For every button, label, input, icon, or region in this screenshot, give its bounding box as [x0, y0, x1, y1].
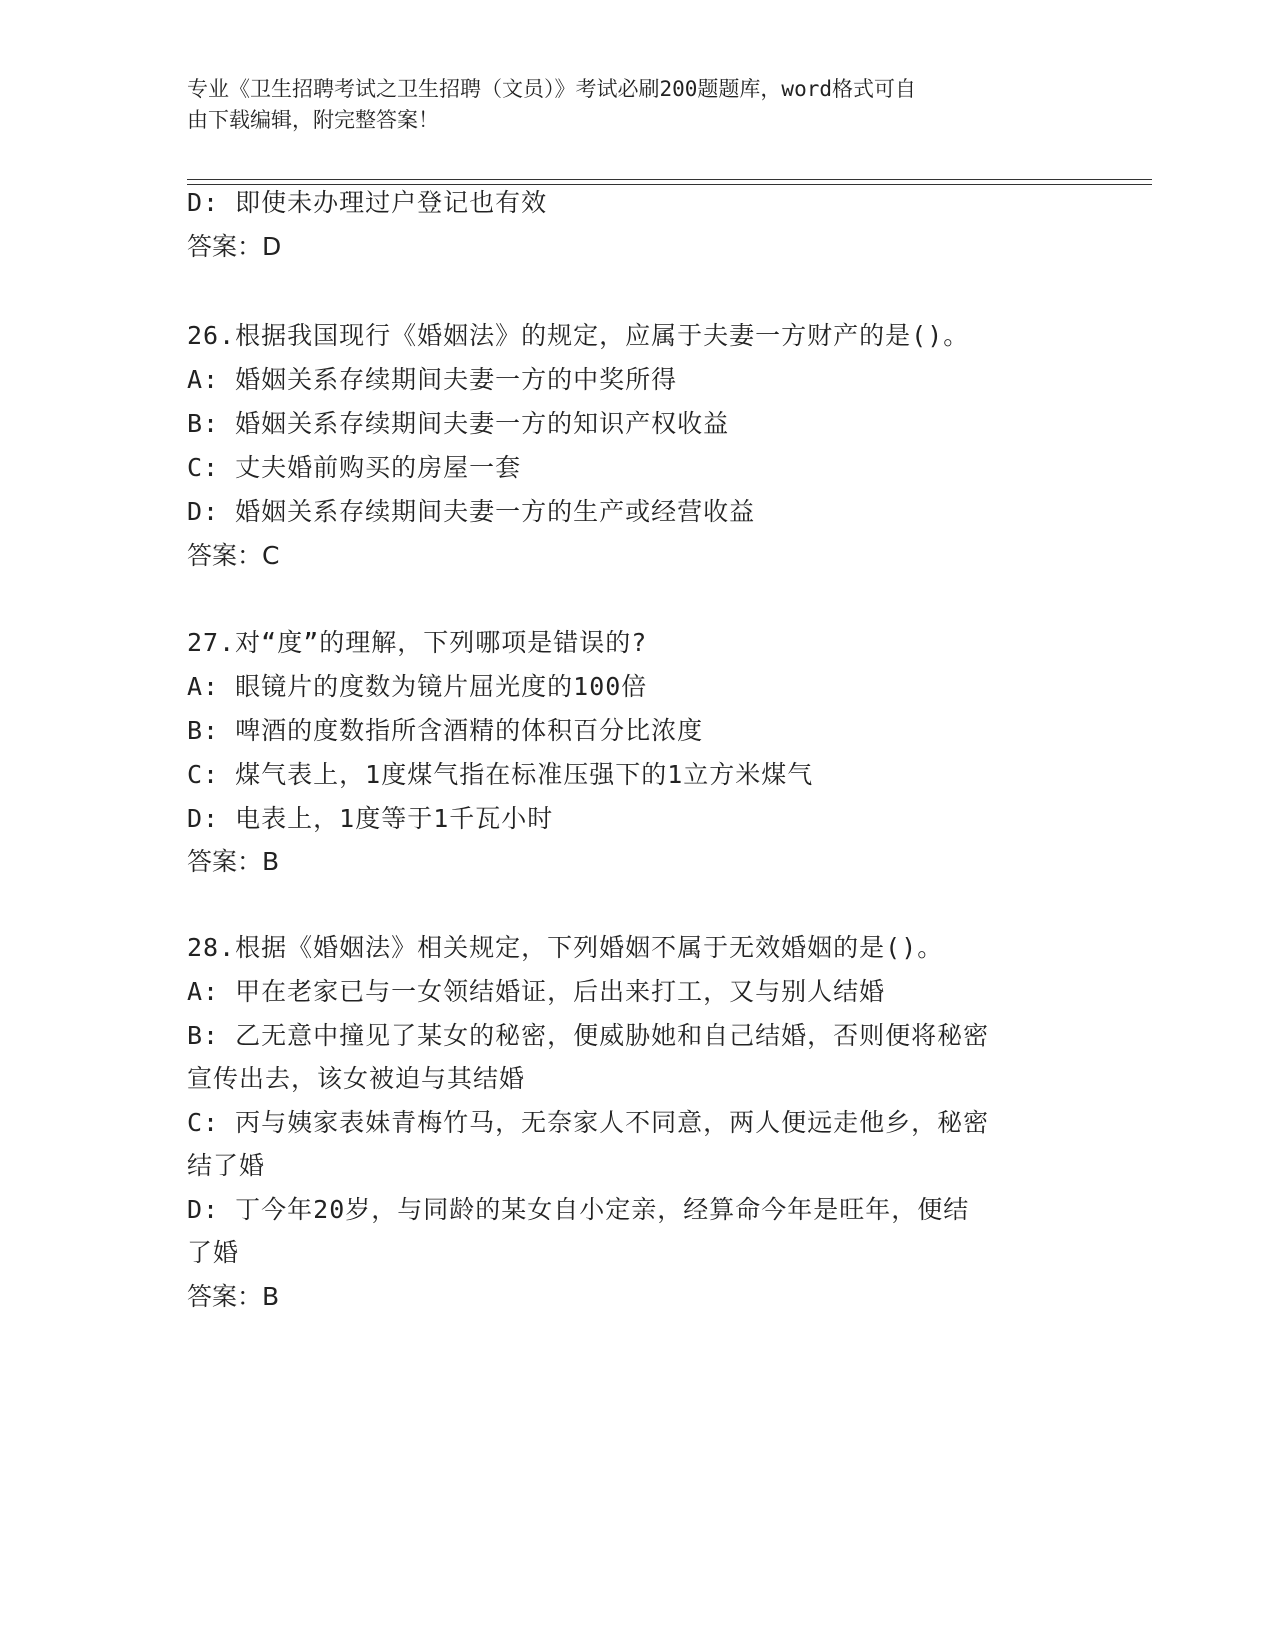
question-27-option-a: A: 眼镜片的度数为镜片屈光度的100倍	[187, 672, 648, 701]
question-27-option-b: B: 啤酒的度数指所含酒精的体积百分比浓度	[187, 716, 704, 745]
question-27-answer: 答案：B	[187, 847, 280, 876]
question-26-option-a: A: 婚姻关系存续期间夫妻一方的中奖所得	[187, 365, 678, 394]
question-26-option-b: B: 婚姻关系存续期间夫妻一方的知识产权收益	[187, 409, 730, 438]
header-divider-top	[187, 179, 1152, 180]
document-header	[187, 74, 1067, 136]
question-27-option-d: D: 电表上，1度等于1千瓦小时	[187, 804, 554, 833]
question-28-option-c-cont: 结了婚	[187, 1151, 266, 1180]
question-26-option-c: C: 丈夫婚前购买的房屋一套	[187, 453, 522, 482]
question-26-stem: 26.根据我国现行《婚姻法》的规定，应属于夫妻一方财产的是()。	[187, 321, 970, 350]
prev-option-d: D: 即使未办理过户登记也有效	[187, 188, 548, 217]
question-28-option-b-cont: 宣传出去，该女被迫与其结婚	[187, 1064, 526, 1093]
question-28-option-d: D: 丁今年20岁，与同龄的某女自小定亲，经算命今年是旺年，便结	[187, 1195, 970, 1224]
question-27-option-c: C: 煤气表上，1度煤气指在标准压强下的1立方米煤气	[187, 760, 814, 789]
question-28-answer: 答案：B	[187, 1282, 280, 1311]
question-27-stem: 27.对“度”的理解，下列哪项是错误的?	[187, 628, 648, 657]
question-26-answer: 答案：C	[187, 541, 280, 570]
header-divider-bottom	[187, 184, 1152, 185]
question-26-option-d: D: 婚姻关系存续期间夫妻一方的生产或经营收益	[187, 497, 756, 526]
prev-answer: 答案：D	[187, 232, 282, 261]
header-line-1: 专业《卫生招聘考试之卫生招聘（文员）》考试必刷200题题库，word格式可自	[187, 77, 916, 101]
question-28-option-a: A: 甲在老家已与一女领结婚证，后出来打工，又与别人结婚	[187, 977, 886, 1006]
question-28-option-d-cont: 了婚	[187, 1238, 240, 1267]
header-line-2: 由下载编辑，附完整答案！	[187, 108, 439, 132]
question-28-option-c: C: 丙与姨家表妹青梅竹马，无奈家人不同意，两人便远走他乡，秘密	[187, 1108, 990, 1137]
question-28-stem: 28.根据《婚姻法》相关规定，下列婚姻不属于无效婚姻的是()。	[187, 933, 944, 962]
question-28-option-b: B: 乙无意中撞见了某女的秘密，便威胁她和自己结婚，否则便将秘密	[187, 1021, 990, 1050]
